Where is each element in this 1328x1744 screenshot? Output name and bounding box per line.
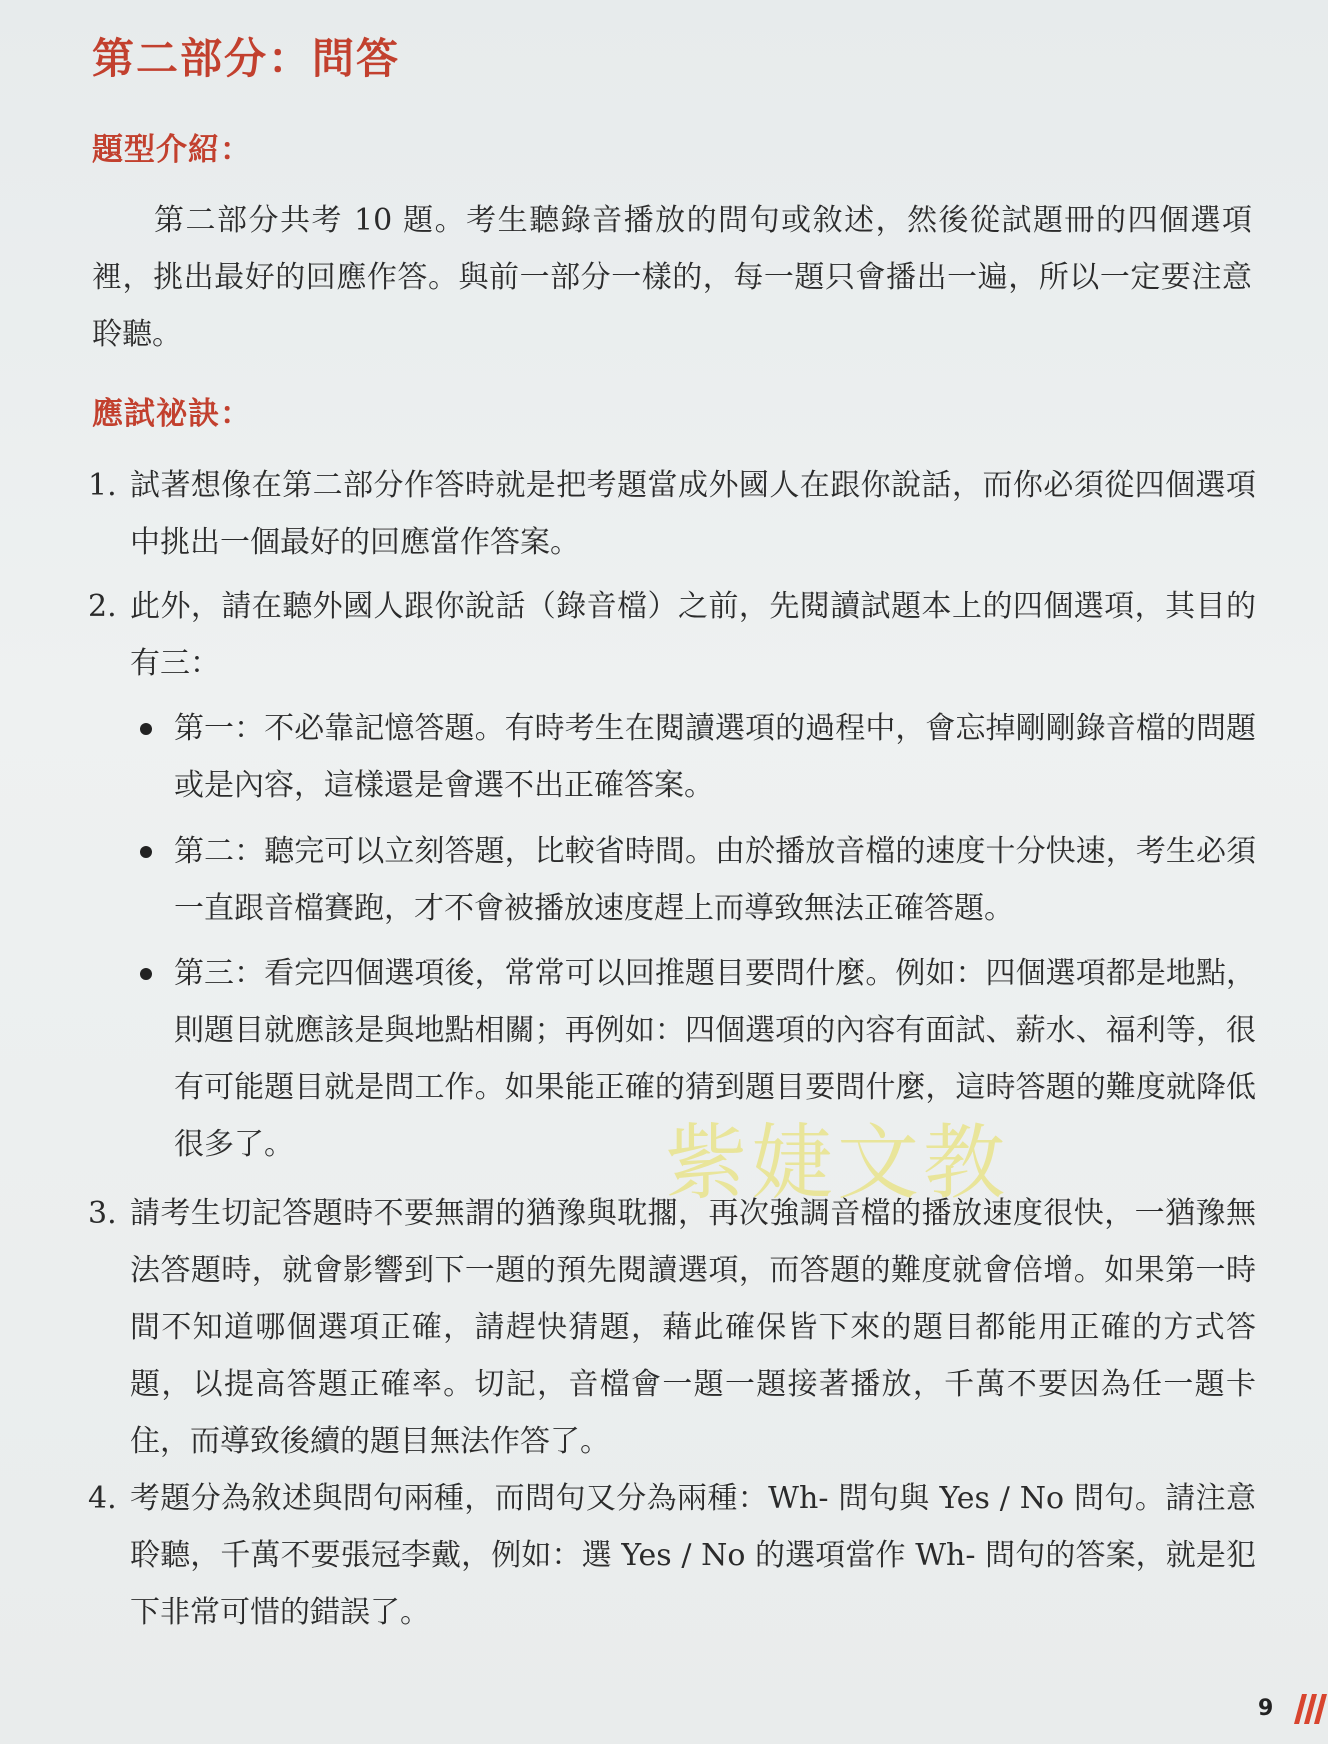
tips-heading: 應試祕訣： [92,396,252,432]
intro-paragraph: 第二部分共考 10 題。考生聽錄音播放的問句或敘述，然後從試題冊的四個選項裡，挑出最好的回應作答。與前一部分一樣的，每一題只會播出一遍，所以一定要注意聆聽。 [92,203,1252,352]
bullet-text: 第一：不必靠記憶答題。有時考生在閱讀選項的過程中，會忘掉剛剛錄音檔的問題或是內容，這樣還是會選不出正確答案。 [174,711,1256,803]
tip-number: 4. [88,1481,117,1516]
tip-number: 3. [88,1196,117,1231]
tip-item-3 [88,1185,1256,1470]
tip-text: 試著想像在第二部分作答時就是把考題當成外國人在跟你說話，而你必須從四個選項中挑出一個最好的回應當作答案。 [130,468,1256,560]
stripes-decoration-icon [1290,1694,1328,1724]
section-title: 第二部分：問答 [92,34,401,83]
tip-text: 考題分為敘述與問句兩種，而問句又分為兩種：Wh- 問句與 Yes / No 問句。請注意聆聽，千萬不要張冠李戴，例如：選 Yes / No 的選項當作 Wh- 問句的答案，就是犯下非常可惜的錯誤了。 [130,1481,1256,1630]
page-number: 9 [1258,1696,1274,1721]
tip-item-4 [88,1470,1256,1641]
tip-item-1 [88,457,1256,571]
bullet-text: 第二：聽完可以立刻答題，比較省時間。由於播放音檔的速度十分快速，考生必須一直跟音檔賽跑，才不會被播放速度趕上而導致無法正確答題。 [174,834,1256,926]
bullet-text: 第三：看完四個選項後，常常可以回推題目要問什麼。例如：四個選項都是地點，則題目就應該是與地點相關；再例如：四個選項的內容有面試、薪水、福利等，很有可能題目就是問工作。如果能正確的猜到題目要問什麼，這時答題的難度就降低很多了。 [174,956,1256,1162]
bullet-dot-icon [140,723,152,735]
watermark: 紫婕文教 [665,1116,1010,1211]
bullet-dot-icon [140,968,152,980]
tip-text: 請考生切記答題時不要無謂的猶豫與耽擱，再次強調音檔的播放速度很快，一猶豫無法答題時，就會影響到下一題的預先閱讀選項，而答題的難度就會倍增。如果第一時間不知道哪個選項正確，請趕快猜題，藉此確保皆下來的題目都能用正確的方式答題，以提高答題正確率。切記，音檔會一題一題接著播放，千萬不要因為任一題卡住，而導致後續的題目無法作答了。 [130,1196,1256,1459]
tip-item-2 [88,578,1256,692]
bullet-item-1 [130,700,1256,814]
tip-number: 2. [88,589,117,624]
bullet-dot-icon [140,846,152,858]
tip-number: 1. [88,468,117,503]
bullet-item-2 [130,823,1256,937]
tip-text: 此外，請在聽外國人跟你說話（錄音檔）之前，先閱讀試題本上的四個選項，其目的有三： [130,589,1256,681]
intro-heading: 題型介紹： [92,132,252,168]
